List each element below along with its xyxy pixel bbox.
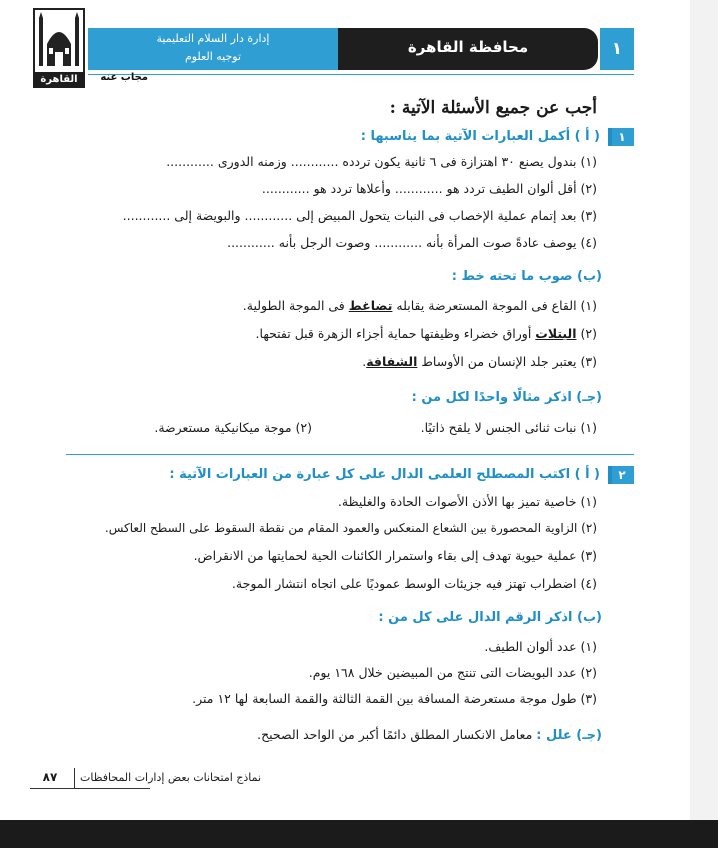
q2-b-item-1: (١) عدد ألوان الطيف. — [484, 639, 597, 654]
main-instruction-title: أجب عن جميع الأسئلة الآتية : — [389, 98, 597, 118]
exam-number-badge: ١ — [600, 28, 634, 70]
q1-b-item-3-pre: (٣) يعتبر جلد الإنسان من الأوساط — [417, 354, 597, 369]
q2-a-item-1: (١) خاصية تميز بها الأذن الأصوات الحادة والغليظة. — [337, 494, 597, 509]
book-title: نماذج امتحانات بعض إدارات المحافظات — [80, 771, 262, 784]
footer-separator — [74, 768, 75, 788]
logo-caption: القاهرة — [33, 72, 85, 88]
q1-b-item-2-underlined: البتلات — [535, 326, 577, 341]
q2-c-line — [257, 726, 602, 744]
q1-a-item-3: (٣) بعد إتمام عملية الإخصاب فى النبات يتحول المبيض إلى ............ والبويضة إلى ............ — [122, 208, 597, 223]
page-edge-shadow — [690, 0, 718, 820]
q1-c-item-1: (١) نبات ثنائى الجنس لا يلقح ذاتيًا. — [420, 420, 597, 435]
page-number: ٨٧ — [42, 770, 58, 784]
cairo-governorate-logo — [33, 8, 85, 86]
question-2-badge — [600, 466, 634, 484]
q1-c-item-2: (٢) موجة ميكانيكية مستعرضة. — [154, 420, 312, 435]
q1-a-heading: ( أ ) أكمل العبارات الآتية بما يناسبها : — [360, 129, 600, 144]
header-rule — [88, 74, 634, 75]
question-divider — [66, 454, 634, 455]
question-2-number: ٢ — [618, 468, 626, 482]
q1-a-item-1: (١) بندول يصنع ٣٠ اهتزازة فى ٦ ثانية يكون تردده ............ وزمنه الدورى ............ — [166, 154, 597, 169]
q1-a-item-4: (٤) يوصف عادةً صوت المرأة بأنه ............ وصوت الرجل بأنه ............ — [227, 235, 597, 250]
answered-label: مجاب عنه — [100, 72, 148, 83]
question-1-number: ١ — [618, 130, 626, 144]
q1-b-item-2 — [256, 325, 597, 343]
mosque-emblem-icon — [33, 8, 85, 74]
q1-b-item-1-pre: (١) القاع فى الموجة المستعرضة يقابله — [392, 298, 597, 313]
q1-b-item-3-underlined: الشفافة — [366, 354, 418, 369]
footer-rule — [30, 788, 150, 789]
q1-b-item-1-underlined: تضاغط — [348, 298, 393, 313]
viewer-bottom-bar — [0, 820, 718, 848]
q2-b-item-2: (٢) عدد البويضات التى تنتج من المبيضين خلال ١٦٨ يوم. — [308, 665, 597, 680]
q1-b-item-3 — [362, 353, 597, 371]
department-name: توجيه العلوم — [184, 50, 242, 63]
q2-a-heading: ( أ ) اكتب المصطلح العلمى الدال على كل عبارة من العبارات الآتية : — [169, 467, 600, 482]
q2-c-text: معامل الانكسار المطلق دائمًا أكبر من الواحد الصحيح. — [257, 727, 537, 742]
q1-b-heading: (ب) صوب ما تحته خط : — [451, 269, 602, 284]
q2-a-item-2: (٢) الزاوية المحصورة بين الشعاع المنعكس والعمود المقام من نقطة السقوط على السطح العاكس. — [104, 521, 597, 535]
q1-b-item-1 — [243, 297, 597, 315]
q2-b-item-3: (٣) طول موجة مستعرضة المسافة بين القمة الثالثة والقمة السابعة لها ١٢ متر. — [192, 691, 597, 706]
q2-a-item-4: (٤) اضطراب تهتز فيه جزيئات الوسط عموديًا على اتجاه انتشار الموجة. — [231, 576, 597, 591]
q1-a-item-2: (٢) أقل ألوان الطيف تردد هو ............ وأعلاها تردد هو ............ — [261, 181, 597, 196]
education-office-band — [88, 28, 338, 70]
governorate-band — [338, 28, 598, 70]
q2-a-item-3: (٣) عملية حيوية تهدف إلى بقاء واستمرار الكائنات الحية لحمايتها من الانقراض. — [193, 548, 597, 563]
q1-c-heading: (جـ) اذكر مثالًا واحدًا لكل من : — [411, 390, 602, 405]
page-footer — [30, 768, 630, 788]
q1-b-item-2-pre: (٢) — [576, 326, 597, 341]
q1-b-item-2-post: أوراق خضراء وظيفتها حماية أجزاء الزهرة قبل تفتحها. — [255, 326, 536, 341]
q2-c-label: (جـ) علل : — [536, 728, 602, 743]
office-name: إدارة دار السلام التعليمية — [156, 32, 270, 45]
question-1-badge — [600, 128, 634, 146]
q2-b-heading: (ب) اذكر الرقم الدال على كل من : — [378, 610, 602, 625]
governorate-title: محافظة القاهرة — [407, 38, 529, 56]
q1-b-item-3-post: . — [362, 354, 367, 369]
q1-b-item-1-post: فى الموجة الطولية. — [242, 298, 349, 313]
